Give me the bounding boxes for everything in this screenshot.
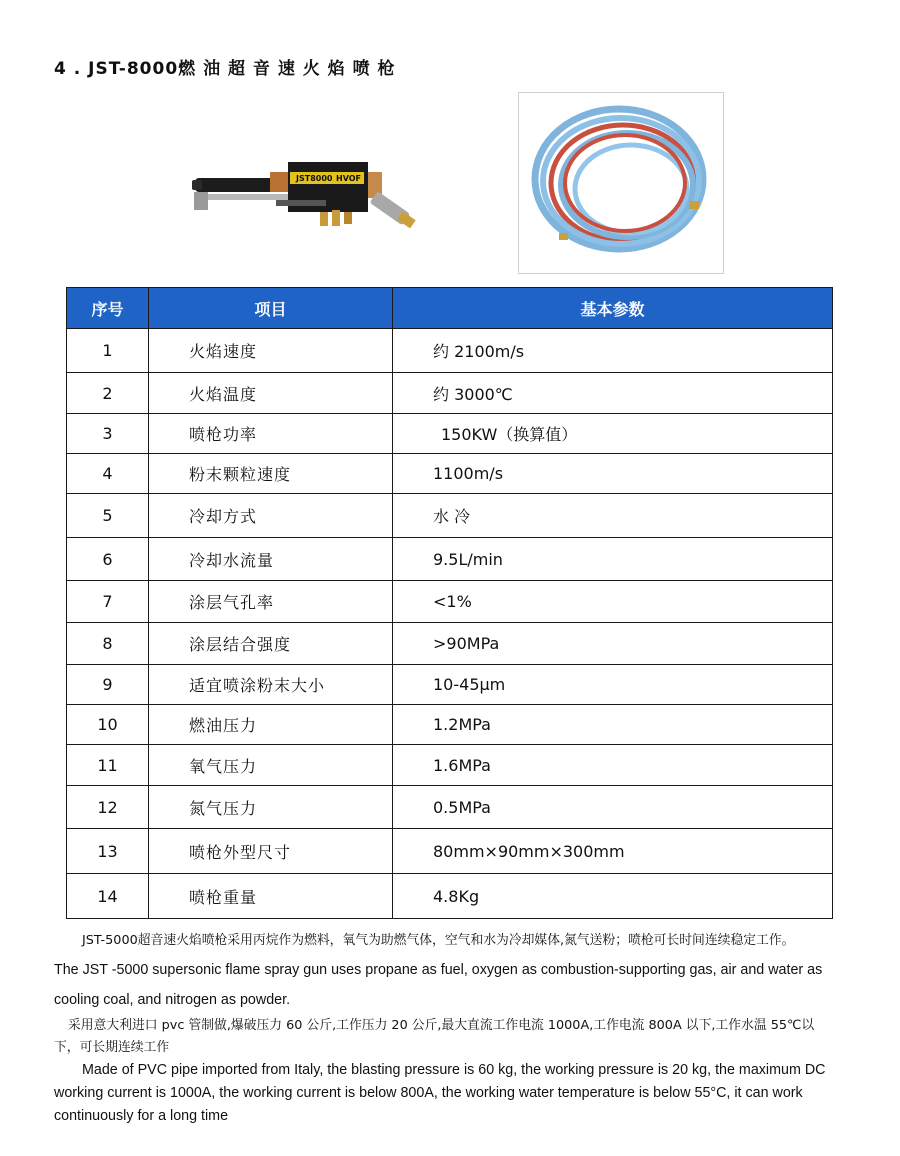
gun-label-text: JST8000 (296, 174, 333, 183)
table-row (67, 745, 833, 786)
table-row (67, 494, 833, 538)
row-item: 火焰速度 (149, 329, 393, 373)
table-header-row (67, 288, 833, 329)
paragraph-2-cn-line-2: 下，可长期连续工作 (54, 1040, 170, 1055)
table-row (67, 581, 833, 623)
page-title: 4 . JST-8000燃 油 超 音 速 火 焰 喷 枪 (54, 59, 396, 79)
table-row (67, 414, 833, 454)
table-row (67, 829, 833, 874)
row-param: 9.5L/min (393, 538, 833, 581)
row-param: 1.6MPa (393, 745, 833, 786)
paragraph-2-cn-line-1: 采用意大利进口 pvc 管制做,爆破压力 60 公斤,工作压力 20 公斤,最大直流工作电流 1000A,工作电流 800A 以下,工作水温 55℃以 (68, 1018, 815, 1033)
table-row (67, 373, 833, 414)
header-param: 基本参数 (393, 288, 833, 329)
row-no: 11 (67, 745, 149, 786)
row-param: 1100m/s (393, 454, 833, 494)
row-param: 水 冷 (393, 494, 833, 538)
row-no: 6 (67, 538, 149, 581)
row-param: 10-45μm (393, 665, 833, 705)
row-item: 涂层结合强度 (149, 623, 393, 665)
table-row (67, 538, 833, 581)
row-no: 9 (67, 665, 149, 705)
row-item: 粉末颗粒速度 (149, 454, 393, 494)
row-item: 燃油压力 (149, 705, 393, 745)
table-row (67, 874, 833, 919)
row-item: 喷枪重量 (149, 874, 393, 919)
header-item: 项目 (149, 288, 393, 329)
row-param: 150KW（换算值） (393, 414, 833, 454)
row-item: 冷却方式 (149, 494, 393, 538)
row-no: 7 (67, 581, 149, 623)
row-no: 8 (67, 623, 149, 665)
table-row (67, 454, 833, 494)
row-no: 14 (67, 874, 149, 919)
row-param: 约 3000℃ (393, 373, 833, 414)
row-no: 10 (67, 705, 149, 745)
table-row (67, 665, 833, 705)
row-param: 约 2100m/s (393, 329, 833, 373)
row-no: 2 (67, 373, 149, 414)
paragraph-1-en-line-1: The JST -5000 supersonic flame spray gun uses propane as fuel, oxygen as combustion-supporting gas, air and water as (54, 962, 823, 978)
row-no: 3 (67, 414, 149, 454)
row-param: <1% (393, 581, 833, 623)
row-item: 喷枪外型尺寸 (149, 829, 393, 874)
table-row (67, 786, 833, 829)
row-item: 火焰温度 (149, 373, 393, 414)
header-no: 序号 (67, 288, 149, 329)
row-param: 1.2MPa (393, 705, 833, 745)
paragraph-1-cn: JST-5000超音速火焰喷枪采用丙烷作为燃料，氧气为助燃气体，空气和水为冷却媒体,氮气送粉；喷枪可长时间连续稳定工作。 (82, 933, 795, 948)
hose-image (518, 92, 724, 274)
row-item: 氮气压力 (149, 786, 393, 829)
row-item: 喷枪功率 (149, 414, 393, 454)
row-item: 氧气压力 (149, 745, 393, 786)
paragraph-2-en-line-3: continuously for a long time (54, 1108, 229, 1124)
row-item: 冷却水流量 (149, 538, 393, 581)
row-no: 1 (67, 329, 149, 373)
row-no: 12 (67, 786, 149, 829)
row-no: 5 (67, 494, 149, 538)
row-param: >90MPa (393, 623, 833, 665)
row-param: 0.5MPa (393, 786, 833, 829)
paragraph-1-en-line-2: cooling coal, and nitrogen as powder. (54, 992, 291, 1008)
paragraph-2-en-line-1: Made of PVC pipe imported from Italy, the blasting pressure is 60 kg, the working pressure is 20 kg, the maximum DC (82, 1062, 826, 1078)
paragraph-2-en-line-2: working current is 1000A, the working current is below 800A, the working water temperature is below 55°C, it can work (54, 1085, 803, 1101)
row-no: 4 (67, 454, 149, 494)
table-row (67, 623, 833, 665)
row-item: 涂层气孔率 (149, 581, 393, 623)
row-param: 4.8Kg (393, 874, 833, 919)
row-no: 13 (67, 829, 149, 874)
table-row (67, 705, 833, 745)
gun-label-text-2: HVOF (336, 174, 362, 183)
specs-table (66, 287, 833, 919)
row-param: 80mm×90mm×300mm (393, 829, 833, 874)
table-row (67, 329, 833, 373)
row-item: 适宜喷涂粉末大小 (149, 665, 393, 705)
spray-gun-image (190, 150, 420, 240)
